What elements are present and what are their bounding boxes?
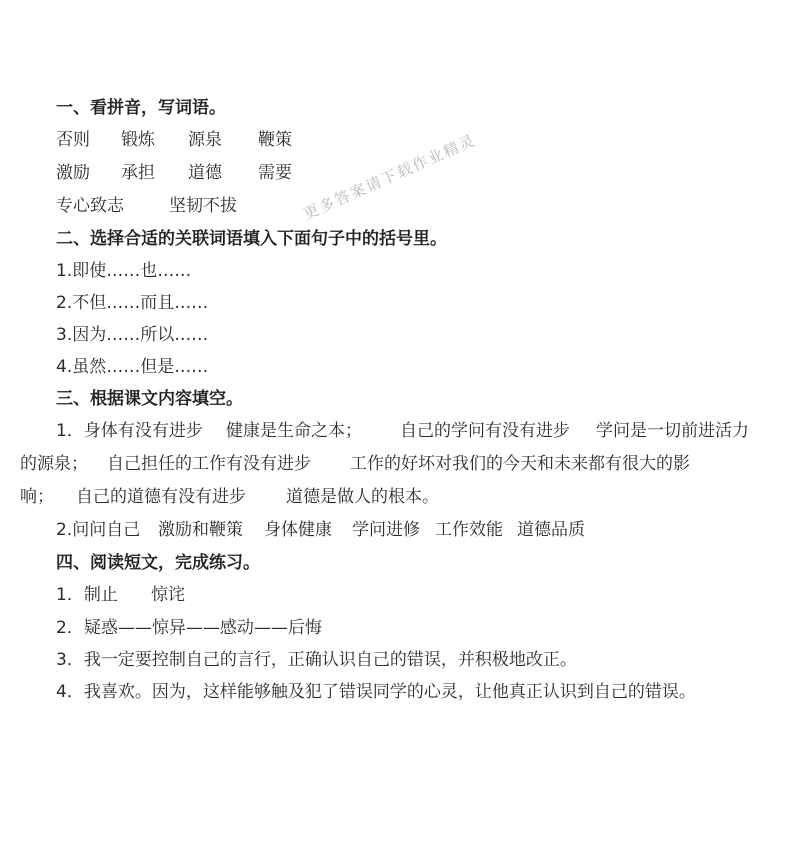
blank-answer: 1．身体有没有进步	[56, 421, 203, 441]
section-1-row-1	[56, 129, 292, 151]
section-3-q1-line-2	[20, 453, 690, 475]
blank-answer: 健康是生命之本；	[226, 421, 362, 441]
blank-answer: 身体健康	[264, 520, 332, 540]
blank-answer: 自己的学问有没有进步	[400, 421, 570, 441]
section-2-item: 1.即使……也……	[56, 261, 192, 281]
section-4-answer-1	[56, 584, 185, 606]
section-3-q1-line-1	[56, 420, 749, 442]
watermark-text: 更多答案请下载作业精灵	[300, 130, 479, 224]
blank-answer: 1．制止	[56, 585, 118, 605]
blank-answer: 2.问问自己	[56, 520, 141, 540]
word: 坚韧不拔	[169, 196, 237, 216]
blank-answer: 的源泉；	[20, 454, 88, 474]
word: 道德	[188, 163, 222, 183]
blank-answer: 激励和鞭策	[158, 520, 243, 540]
word: 源泉	[188, 130, 222, 150]
section-4-answer-3: 3．我一定要控制自己的言行，正确认识自己的错误，并积极地改正。	[56, 650, 577, 670]
word: 激励	[56, 163, 90, 183]
section-3-q2	[56, 519, 585, 541]
word: 否则	[56, 130, 90, 150]
section-2-item: 2.不但……而且……	[56, 293, 209, 313]
section-1-title: 一、看拼音，写词语。	[56, 98, 226, 118]
word: 需要	[258, 163, 292, 183]
blank-answer: 惊诧	[151, 585, 185, 605]
section-3-q1-line-3	[20, 486, 439, 508]
section-3-title: 三、根据课文内容填空。	[56, 389, 243, 409]
section-1-row-2	[56, 162, 292, 184]
blank-answer: 响；	[20, 487, 54, 507]
blank-answer: 道德是做人的根本。	[286, 487, 439, 507]
blank-answer: 学问进修	[352, 520, 420, 540]
section-2-item: 4.虽然……但是……	[56, 357, 209, 377]
section-2-item: 3.因为……所以……	[56, 325, 209, 345]
blank-answer: 道德品质	[517, 520, 585, 540]
blank-answer: 工作的好坏对我们的今天和未来都有很大的影	[350, 454, 690, 474]
blank-answer: 学问是一切前进活力	[596, 421, 749, 441]
blank-answer: 自己的道德有没有进步	[76, 487, 246, 507]
section-2-title: 二、选择合适的关联词语填入下面句子中的括号里。	[56, 229, 447, 249]
section-1-row-3	[56, 195, 237, 217]
section-4-answer-2: 2．疑惑——惊异——感动——后悔	[56, 618, 322, 638]
word: 锻炼	[121, 130, 155, 150]
section-4-answer-4: 4．我喜欢。因为，这样能够触及犯了错误同学的心灵，让他真正认识到自己的错误。	[56, 682, 696, 702]
word: 鞭策	[258, 130, 292, 150]
section-4-title: 四、阅读短文，完成练习。	[56, 553, 260, 573]
word: 专心致志	[56, 196, 124, 216]
blank-answer: 自己担任的工作有没有进步	[107, 454, 311, 474]
blank-answer: 工作效能	[435, 520, 503, 540]
word: 承担	[121, 163, 155, 183]
